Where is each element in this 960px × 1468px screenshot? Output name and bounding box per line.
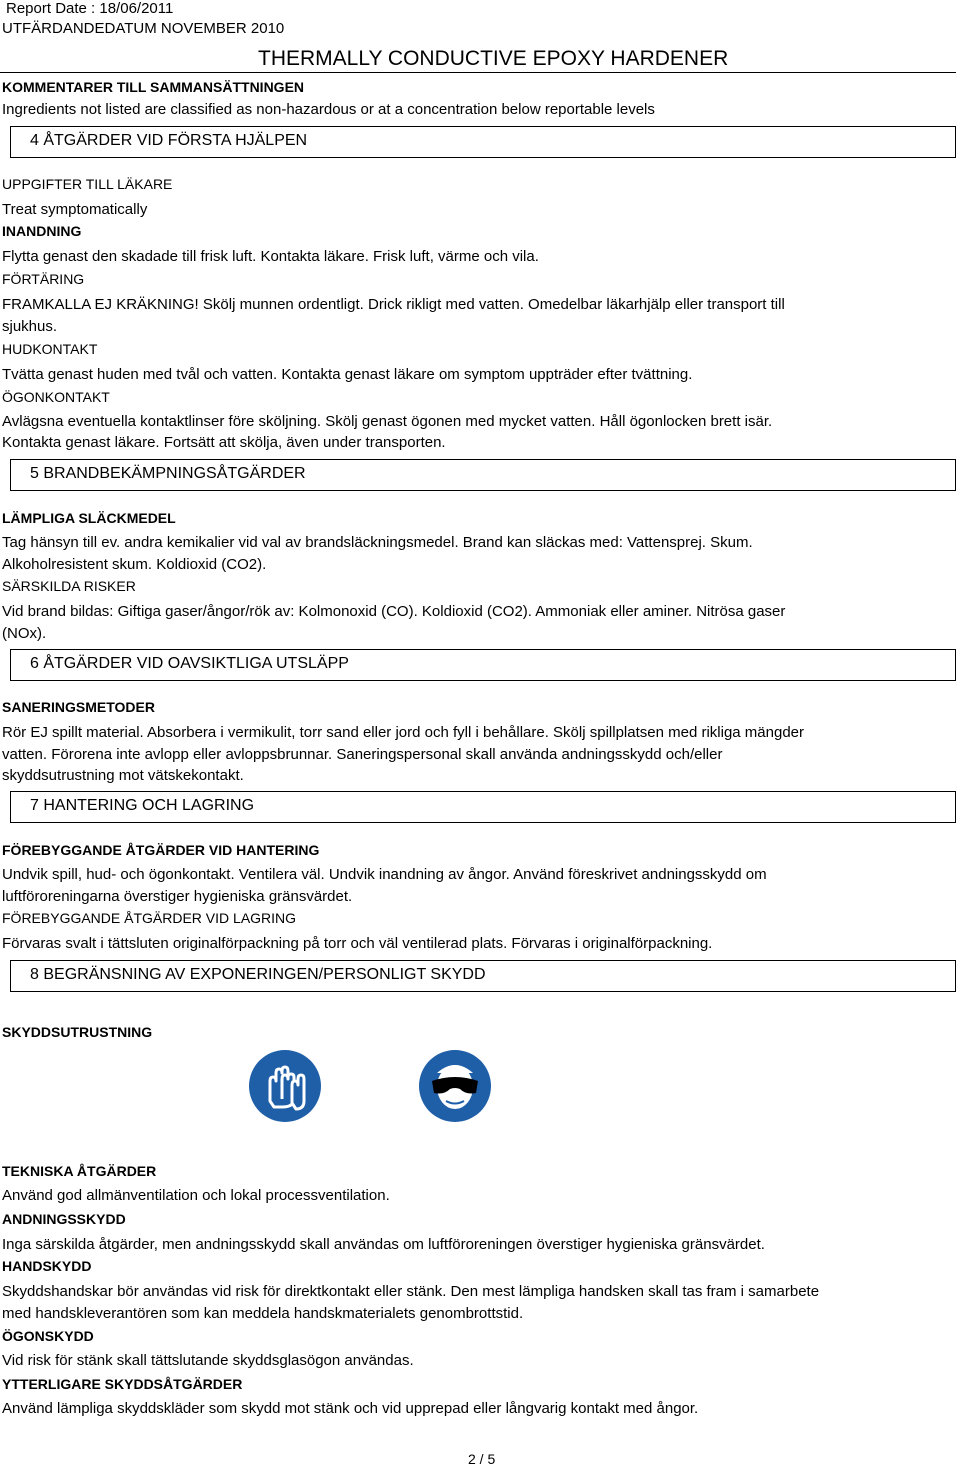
ingestion-line-2: sjukhus. [2,318,58,335]
section-8-title: 8 BEGRÄNSNING AV EXPONERINGEN/PERSONLIGT SKYDD [30,966,486,983]
extinguishing-media-label: LÄMPLIGA SLÄCKMEDEL [2,510,176,526]
gloves-icon [248,1049,322,1123]
section-7-header [10,791,956,824]
hand-protection-label: HANDSKYDD [2,1258,92,1274]
hand-protection-line-2: med handskleverantören som kan meddela handskmaterialets genombrottstid. [2,1305,524,1322]
handling-line-2: luftföroreningarna överstiger hygieniska gränsvärdet. [2,888,353,905]
issue-date: UTFÄRDANDEDATUM NOVEMBER 2010 [2,20,285,37]
other-measures-text: Använd lämpliga skyddskläder som skydd mot stänk och vid upprepad eller långvarig kontakt med ångor. [2,1400,699,1417]
ingestion-label: FÖRTÄRING [2,271,85,287]
technical-measures-text: Använd god allmänventilation och lokal processventilation. [2,1187,390,1204]
handling-line-1: Undvik spill, hud- och ögonkontakt. Ventilera väl. Undvik inandning av ångor. Använd föreskrivet andningsskydd om [2,866,767,883]
cleanup-methods-line-2: vatten. Förorena inte avlopp eller avloppsbrunnar. Saneringspersonal skall använda andningsskydd och/eller [2,746,723,763]
header-rule [0,72,956,73]
section-6-header [10,649,956,682]
handling-label: FÖREBYGGANDE ÅTGÄRDER VID HANTERING [2,842,320,858]
technical-measures-label: TEKNISKA ÅTGÄRDER [2,1163,157,1179]
cleanup-methods-label: SANERINGSMETODER [2,699,155,715]
extinguishing-media-line-1: Tag hänsyn till ev. andra kemikalier vid val av brandsläckningsmedel. Brand kan släckas med: Vattensprej. Skum. [2,534,753,551]
eye-protection-label: ÖGONSKYDD [2,1328,94,1344]
respiratory-text: Inga särskilda åtgärder, men andningsskydd skall användas om luftföroreningen överstiger hygieniska gränsvärdet. [2,1236,765,1253]
section-4-header [10,126,956,159]
ingestion-line-1: FRAMKALLA EJ KRÄKNING! Skölj munnen ordentligt. Drick rikligt med vatten. Omedelbar läkarhjälp eller transport till [2,296,785,313]
page-number: 2 / 5 [468,1451,496,1467]
protective-equipment-label: SKYDDSUTRUSTNING [2,1024,153,1040]
cleanup-methods-line-1: Rör EJ spillt material. Absorbera i vermikulit, torr sand eller jord och fyll i behållare. Skölj spillplatsen med rikliga mängder [2,724,804,741]
special-risks-line-1: Vid brand bildas: Giftiga gaser/ångor/rök av: Kolmonoxid (CO). Koldioxid (CO2). Ammoniak eller aminer. Nitrösa gaser [2,603,786,620]
extinguishing-media-line-2: Alkoholresistent skum. Koldioxid (CO2). [2,556,267,573]
doctor-text: Treat symptomatically [2,201,148,218]
eye-protection-text: Vid risk för stänk skall tättslutande skyddsglasögon användas. [2,1352,414,1369]
doctor-label: UPPGIFTER TILL LÄKARE [2,176,173,192]
storage-label: FÖREBYGGANDE ÅTGÄRDER VID LAGRING [2,910,297,926]
other-measures-label: YTTERLIGARE SKYDDSÅTGÄRDER [2,1376,243,1392]
cleanup-methods-line-3: skyddsutrustning mot vätskekontakt. [2,767,244,784]
section-5-title: 5 BRANDBEKÄMPNINGSÅTGÄRDER [30,465,306,482]
storage-text: Förvaras svalt i tättsluten originalförpackning på torr och väl ventilerad plats. Förvaras i originalförpackning. [2,935,713,952]
comments-label: KOMMENTARER TILL SAMMANSÄTTNINGEN [2,79,305,95]
special-risks-label: SÄRSKILDA RISKER [2,578,136,594]
product-title: THERMALLY CONDUCTIVE EPOXY HARDENER [258,47,729,70]
special-risks-line-2: (NOx). [2,625,47,642]
eye-contact-line-1: Avlägsna eventuella kontaktlinser före sköljning. Skölj genast ögonen med mycket vatten. Håll ögonlocken brett isär. [2,413,773,430]
skin-label: HUDKONTAKT [2,341,98,357]
inhalation-label: INANDNING [2,223,82,239]
hand-protection-line-1: Skyddshandskar bör användas vid risk för direktkontakt eller stänk. Den mest lämpliga handsken skall tas fram i samarbete [2,1283,820,1300]
eye-contact-line-2: Kontakta genast läkare. Fortsätt att skölja, även under transporten. [2,434,446,451]
goggles-icon [418,1049,492,1123]
report-date: Report Date : 18/06/2011 [6,0,174,17]
section-8-header [10,960,956,993]
eye-contact-label: ÖGONKONTAKT [2,389,110,405]
section-4-title: 4 ÅTGÄRDER VID FÖRSTA HJÄLPEN [30,132,308,149]
skin-text: Tvätta genast huden med tvål och vatten. Kontakta genast läkare om symptom uppträder efter tvättning. [2,366,693,383]
section-7-title: 7 HANTERING OCH LAGRING [30,797,255,814]
section-5-header [10,459,956,492]
section-6-title: 6 ÅTGÄRDER VID OAVSIKTLIGA UTSLÄPP [30,655,349,672]
comments-text: Ingredients not listed are classified as non-hazardous or at a concentration below reportable levels [2,101,655,118]
respiratory-label: ANDNINGSSKYDD [2,1211,126,1227]
inhalation-text: Flytta genast den skadade till frisk luft. Kontakta läkare. Frisk luft, värme och vila. [2,248,539,265]
